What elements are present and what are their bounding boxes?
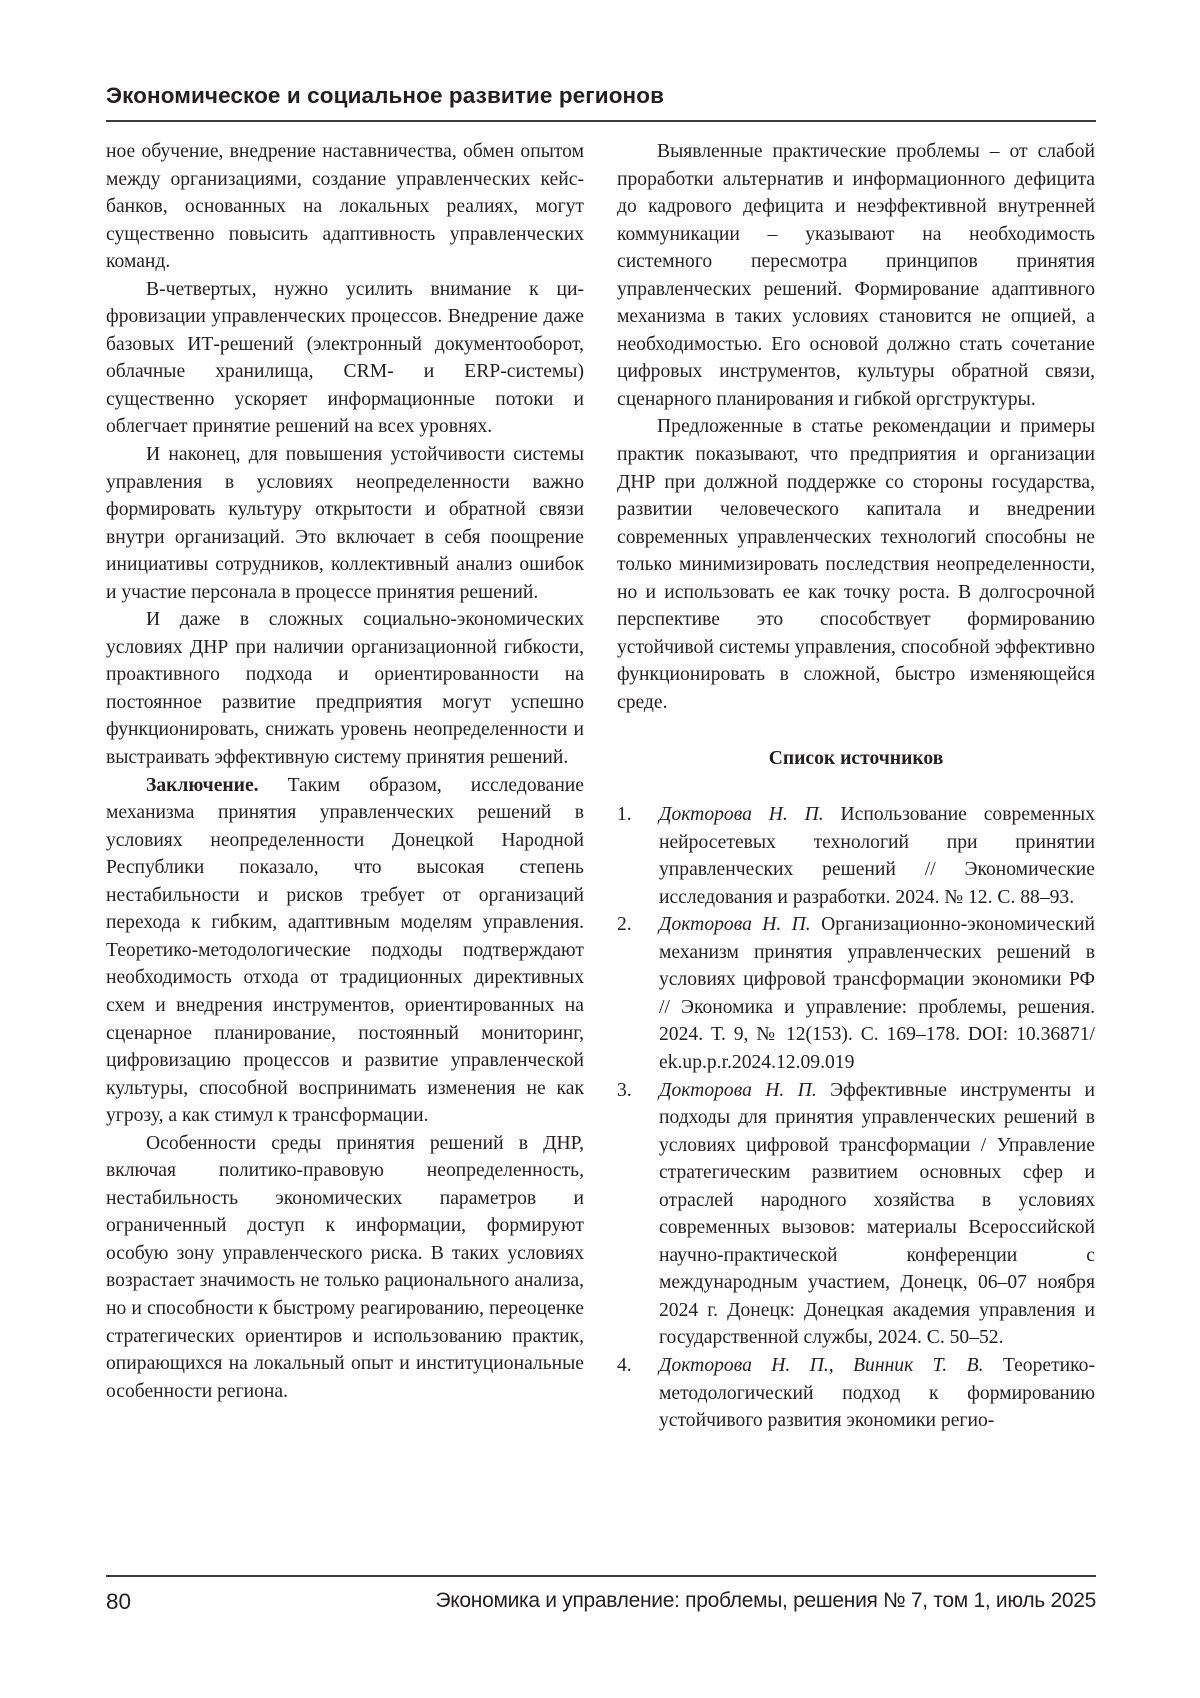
header-rule: [106, 120, 1096, 122]
paragraph: Выявленные практические проблемы – от слабой проработки альтернатив и информационного дефицита до кадрового дефицита и неэффективной внутренней коммуникации – указывают на необходимость системного пересмотра принципов принятия управленческих решений. Формирование адаптивного механизма в таких условиях становится не опцией, а необходимостью. Его основой должно стать сочетание цифровых инструментов, культуры обратной связи, сценарного планирования и гибкой оргструктуры.: [617, 141, 1095, 410]
journal-title: Экономика и управление: проблемы, решения № 7, том 1, июль 2025: [435, 1589, 1096, 1612]
reference-authors: Докторова Н. П.: [659, 804, 824, 826]
running-title: Экономическое и социальное развитие регионов: [106, 83, 665, 108]
conclusion-text: Таким образом, исследование механизма принятия управленческих решений в условиях неопределенности Донецкой Народной Республики показало, что высокая степень нестабильности и рисков требует от организаций перехода к гибким, адаптивным моделям управления. Теоретико-методологические подходы подтверждают необходимость отхода от традиционных директивных схем и внедрения инструментов, ориентированных на сценарное планирование, постоянный мониторинг, цифровизацию процессов и развитие управленческой культуры, способной воспринимать изменения не как угрозу, а как стимул к трансформации.: [106, 774, 584, 1127]
conclusion-paragraph: [106, 772, 584, 1130]
reference-body: [659, 1077, 1095, 1352]
page-number: 80: [106, 1589, 132, 1614]
reference-text: Эффективные инструменты и подходы для принятия управленческих решений в условиях цифровой трансформации / Управление стратегическим развитием основных сфер и отраслей народного хозяйства в условиях современных вызовов: материалы Всероссийской научно-практической конференции с международным участием, Донецк, 06–07 ноября 2024 г. Донецк: Донецкая академия управления и государственной службы, 2024. С. 50–52.: [659, 1079, 1095, 1349]
reference-text: Организационно-экономический механизм принятия управленческих решений в условиях цифровой трансформации экономики РФ // Экономика и управление: проблемы, решения. 2024. Т. 9, № 12(153). С. 169–178. DOI: 10.36871/ ek.up.p.r.2024.12.09.019: [659, 914, 1095, 1073]
reference-text: Теоретико-методологический подход к формированию устойчивого развития экономики регио-: [659, 1354, 1095, 1432]
paragraph: И наконец, для повышения устойчивости системы управления в условиях неопределенности важно формировать культуру открытости и обратной связи внутри организаций. Это включает в себя поощрение инициативы сотрудников, коллективный анализ ошибок и участие персонала в процессе принятия решений.: [106, 444, 584, 603]
paragraph: В-четвертых, нужно усилить внимание к цифровизации управленческих процессов. Внедрение даже базовых ИТ-решений (электронный документооборот, облачные хранилища, CRM- и ERP-системы) существенно ускоряет информационные потоки и облегчает принятие решений на всех уровнях.: [106, 278, 584, 438]
reference-item: [617, 911, 1095, 1076]
reference-authors: Докторова Н. П.: [659, 1079, 817, 1101]
reference-item: [617, 1077, 1095, 1352]
references-heading: Список источников: [768, 748, 944, 770]
reference-authors: Докторова Н. П.: [659, 914, 811, 936]
reference-number: 3.: [617, 1079, 632, 1101]
reference-number: 1.: [617, 804, 632, 826]
paragraph: Особенности среды принятия решений в ДНР, включая политико-правовую неопределенность, нестабильность экономических параметров и ограниченный доступ к информации, формируют особую зону управленческого риска. В таких условиях возрастает значимость не только рационального анализа, но и способности к быстрому реагированию, переоценке стратегических ориентиров и использованию практик, опирающихся на локальный опыт и институциональные особенности региона.: [106, 1132, 584, 1402]
reference-item: [617, 1352, 1095, 1435]
reference-body: [659, 911, 1095, 1076]
reference-number: 4.: [617, 1354, 632, 1376]
left-column: [106, 138, 584, 1405]
reference-body: [659, 801, 1095, 911]
paragraph: Предложенные в статье рекомендации и примеры практик показывают, что предприятия и организации ДНР при должной поддержке со стороны государства, развитии человеческого капитала и внедрении современных управленческих технологий способны не только минимизировать последствия неопределенности, но и использовать ее как точку роста. В долгосрочной перспективе это способствует формированию устойчивой системы управления, способной эффективно функционировать в сложной, быстро изменяющейся среде.: [617, 416, 1095, 713]
reference-item: [617, 801, 1095, 911]
reference-authors: Докторова Н. П., Винник Т. В.: [659, 1354, 984, 1376]
reference-text: Использование современных нейросетевых технологий при принятии управленческих решений // Экономические исследования и разработки. 2024. № 12. С. 88–93.: [659, 804, 1095, 908]
reference-number: 2.: [617, 914, 632, 936]
footer-rule: [106, 1575, 1096, 1577]
reference-body: [659, 1352, 1095, 1435]
paragraph: И даже в сложных социально-экономических условиях ДНР при наличии организационной гибкости, проактивного подхода и ориентированности на постоянное развитие предприятия могут успешно функционировать, снижать уровень неопределенности и выстраивать эффективную систему принятия решений.: [106, 609, 584, 769]
right-column: [617, 138, 1095, 1435]
conclusion-label: Заключение.: [146, 774, 259, 796]
paragraph: ное обучение, внедрение наставничества, обмен опытом между организациями, создание управленческих кейс-банков, основанных на локальных реалиях, могут существенно повысить адаптивность управленческих команд.: [106, 141, 584, 273]
